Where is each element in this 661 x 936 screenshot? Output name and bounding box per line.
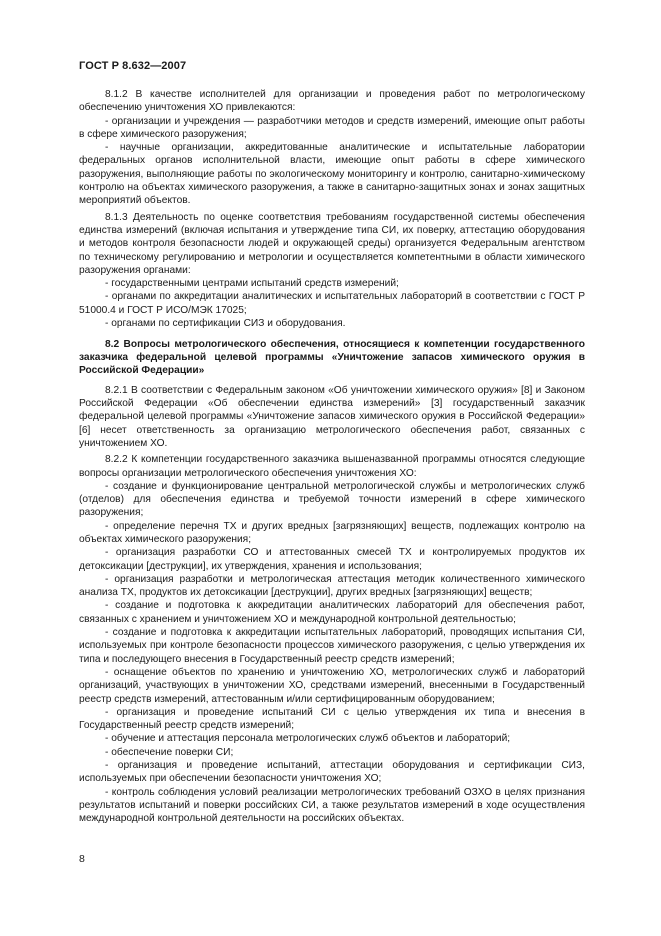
document-header: ГОСТ Р 8.632—2007	[79, 60, 187, 72]
list-item: - обеспечение поверки СИ;	[105, 746, 234, 758]
list-item: - создание и функционирование центральной метрологической службы и метрологических служб (отделов) для обеспечения единства и требуемой точности измерений в сфере химического разоружения;	[79, 480, 585, 519]
list-item: - организации и учреждения — разработчики методов и средств измерений, имеющие опыт работы в сфере химического разоружения;	[79, 115, 585, 140]
list-item: - оснащение объектов по хранению и уничтожению ХО, метрологических служб и лабораторий организаций, участвующих в уничтожении ХО, средствами измерений, внесенными в Государственный реестр средств измерений, аттестованным и/или сертифицированным оборудованием;	[79, 666, 585, 705]
list-item: - организация и проведение испытаний, аттестации оборудования и сертификации СИЗ, используемых при обеспечении безопасности уничтожения ХО;	[79, 760, 585, 785]
paragraph-8-2-2: 8.2.2 К компетенции государственного заказчика вышеназванной программы относятся следующие вопросы организации метрологического обеспечения уничтожения ХО:	[79, 454, 585, 479]
list-item: - органами по аккредитации аналитических и испытательных лабораторий в соответствии с ГОСТ Р 51000.4 и ГОСТ Р ИСО/МЭК 17025;	[79, 291, 585, 316]
list-item: - организация разработки СО и аттестованных смесей ТХ и контролируемых продуктов их детоксикации [деструкции], их утверждения, хранения и использования;	[79, 547, 585, 572]
list-item: - обучение и аттестация персонала метрологических служб объектов и лабораторий;	[105, 733, 511, 745]
list-item: - создание и подготовка к аккредитации аналитических лабораторий для обеспечения работ, связанных с хранением и уничтожением ХО и международной контрольной деятельностью;	[79, 600, 585, 625]
list-item: - создание и подготовка к аккредитации испытательных лабораторий, проводящих испытания СИ, используемых при контроле безопасности процессов химического разоружения, с целью утверждения их типа и последующего внесения в Государственный реестр средств измерений;	[79, 627, 585, 665]
list-item: - государственными центрами испытаний средств измерений;	[105, 278, 399, 290]
list-item: - организация и проведение испытаний СИ с целью утверждения их типа и внесения в Государственный реестр средств измерений;	[79, 706, 585, 732]
section-heading-8-2: 8.2 Вопросы метрологического обеспечения, относящиеся к компетенции государственного заказчика федеральной целевой программы «Уничтожение запасов химического оружия в Российской Федерации»	[79, 339, 585, 376]
list-item: - научные организации, аккредитованные аналитические и испытательные лаборатории федеральных органов исполнительной власти, имеющие опыт работы в сфере химического разоружения, выполняющие работы по экологическому мониторингу и контролю, санитарно-химическому контролю на объектах химического разоружения, а также в санитарно-защитных зонах и зонах защитных мероприятий объектов.	[79, 142, 585, 207]
document-body	[79, 88, 585, 826]
paragraph-8-2-1: 8.2.1 В соответствии с Федеральным законом «Об уничтожении химического оружия» [8] и Законом Российской Федерации «Об обеспечении единства измерений» [3] государственный заказчик федеральной целевой программы «Уничтожение запасов химического оружия в Российской Федерации» [6] несет ответственность за организацию метрологического обеспечения работ, связанных с уничтожением ХО.	[79, 384, 585, 449]
paragraph-8-1-2: 8.1.2 В качестве исполнителей для организации и проведения работ по метрологическому обеспечению уничтожения ХО привлекаются:	[79, 89, 585, 114]
list-item: - контроль соблюдения условий реализации метрологических требований ОЗХО в целях признания результатов испытаний и поверки российских СИ, а также результатов измерений в ходе осуществления международной контрольной деятельности на российских объектах.	[79, 786, 585, 825]
list-item: - организация разработки и метрологическая аттестация методик количественного химического анализа ТХ, продуктов их детоксикации [деструкции], других вредных [загрязняющих] веществ;	[79, 573, 585, 599]
list-item: - органами по сертификации СИЗ и оборудования.	[105, 318, 346, 330]
list-item: - определение перечня ТХ и других вредных [загрязняющих] веществ, подлежащих контролю на объектах химического разоружения;	[79, 520, 585, 545]
paragraph-8-1-3: 8.1.3 Деятельность по оценке соответствия требованиям государственной системы обеспечения единства измерений (включая испытания и утверждение типа СИ, их поверку, аттестацию оборудования и методов контроля безопасности людей и окружающей среды) организуется Федеральным агентством по техническому регулированию и метрологии и осуществляется компетентными в области химического разоружения органами:	[79, 211, 585, 276]
page-number: 8	[79, 853, 85, 865]
